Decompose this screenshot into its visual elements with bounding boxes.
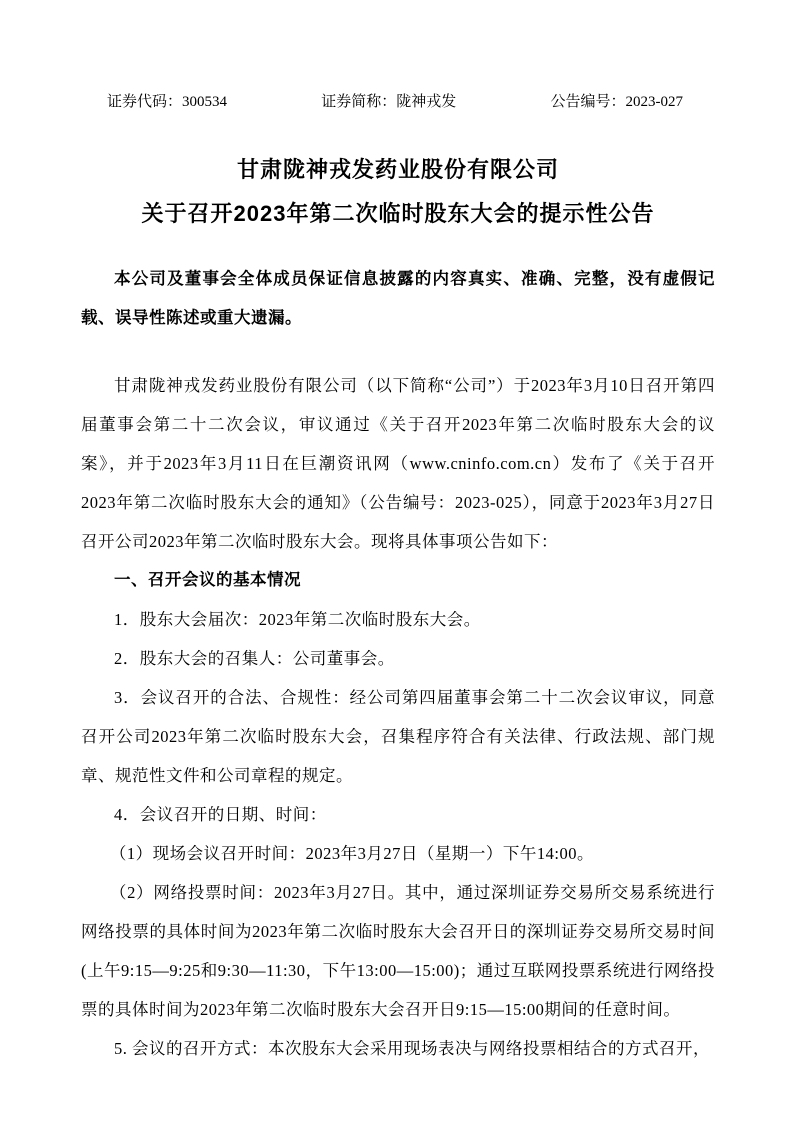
item-1-meeting-session: 1．股东大会届次：2023年第二次临时股东大会。 xyxy=(114,610,481,629)
section-1-heading: 一、召开会议的基本情况 xyxy=(114,571,301,589)
item-5-meeting-method: 5. 会议的召开方式：本次股东大会采用现场表决与网络投票相结合的方式召开， xyxy=(114,1039,710,1058)
item-3-legality: 3．会议召开的合法、合规性：经公司第四届董事会第二十二次会议审议，同意召开公司2023年第二次临时股东大会，召集程序符合有关法律、行政法规、部门规章、规范性文件和公司章程的规定。 xyxy=(81,688,715,785)
title-block xyxy=(81,148,715,236)
announcement-subject-title: 关于召开2023年第二次临时股东大会的提示性公告 xyxy=(141,201,655,226)
stock-code: 证券代码：300534 xyxy=(107,94,228,110)
company-name-title: 甘肃陇神戎发药业股份有限公司 xyxy=(236,157,559,182)
announcement-number: 公告编号：2023-027 xyxy=(550,94,683,110)
document-header xyxy=(81,92,715,112)
item-2-convener: 2．股东大会的召集人：公司董事会。 xyxy=(114,649,395,668)
disclaimer-paragraph: 本公司及董事会全体成员保证信息披露的内容真实、准确、完整，没有虚假记载、误导性陈述或重大遗漏。 xyxy=(81,270,715,327)
item-4-date-time: 4．会议召开的日期、时间： xyxy=(114,805,327,824)
stock-short-name: 证券简称：陇神戎发 xyxy=(321,94,457,110)
item-4-1-onsite-meeting-time: （1）现场会议召开时间：2023年3月27日（星期一）下午14:00。 xyxy=(109,844,594,863)
item-4-2-online-voting-time: （2）网络投票时间：2023年3月27日。其中，通过深圳证券交易所交易系统进行网络投票的具体时间为2023年第二次临时股东大会召开日的深圳证券交易所交易时间(上午9:15—9:25和9:30—11:30，下午13:00—15:00)；通过互联网投票系统进行网络投票的具体时间为2023年第二次临时股东大会召开日9:15—15:00期间的任意时间。 xyxy=(81,883,715,1019)
intro-paragraph: 甘肃陇神戎发药业股份有限公司（以下简称“公司”）于2023年3月10日召开第四届董事会第二十二次会议，审议通过《关于召开2023年第二次临时股东大会的议案》，并于2023年3月11日在巨潮资讯网（www.cninfo.com.cn）发布了《关于召开2023年第二次临时股东大会的通知》（公告编号：2023-025），同意于2023年3月27日召开公司2023年第二次临时股东大会。现将具体事项公告如下： xyxy=(81,376,715,551)
